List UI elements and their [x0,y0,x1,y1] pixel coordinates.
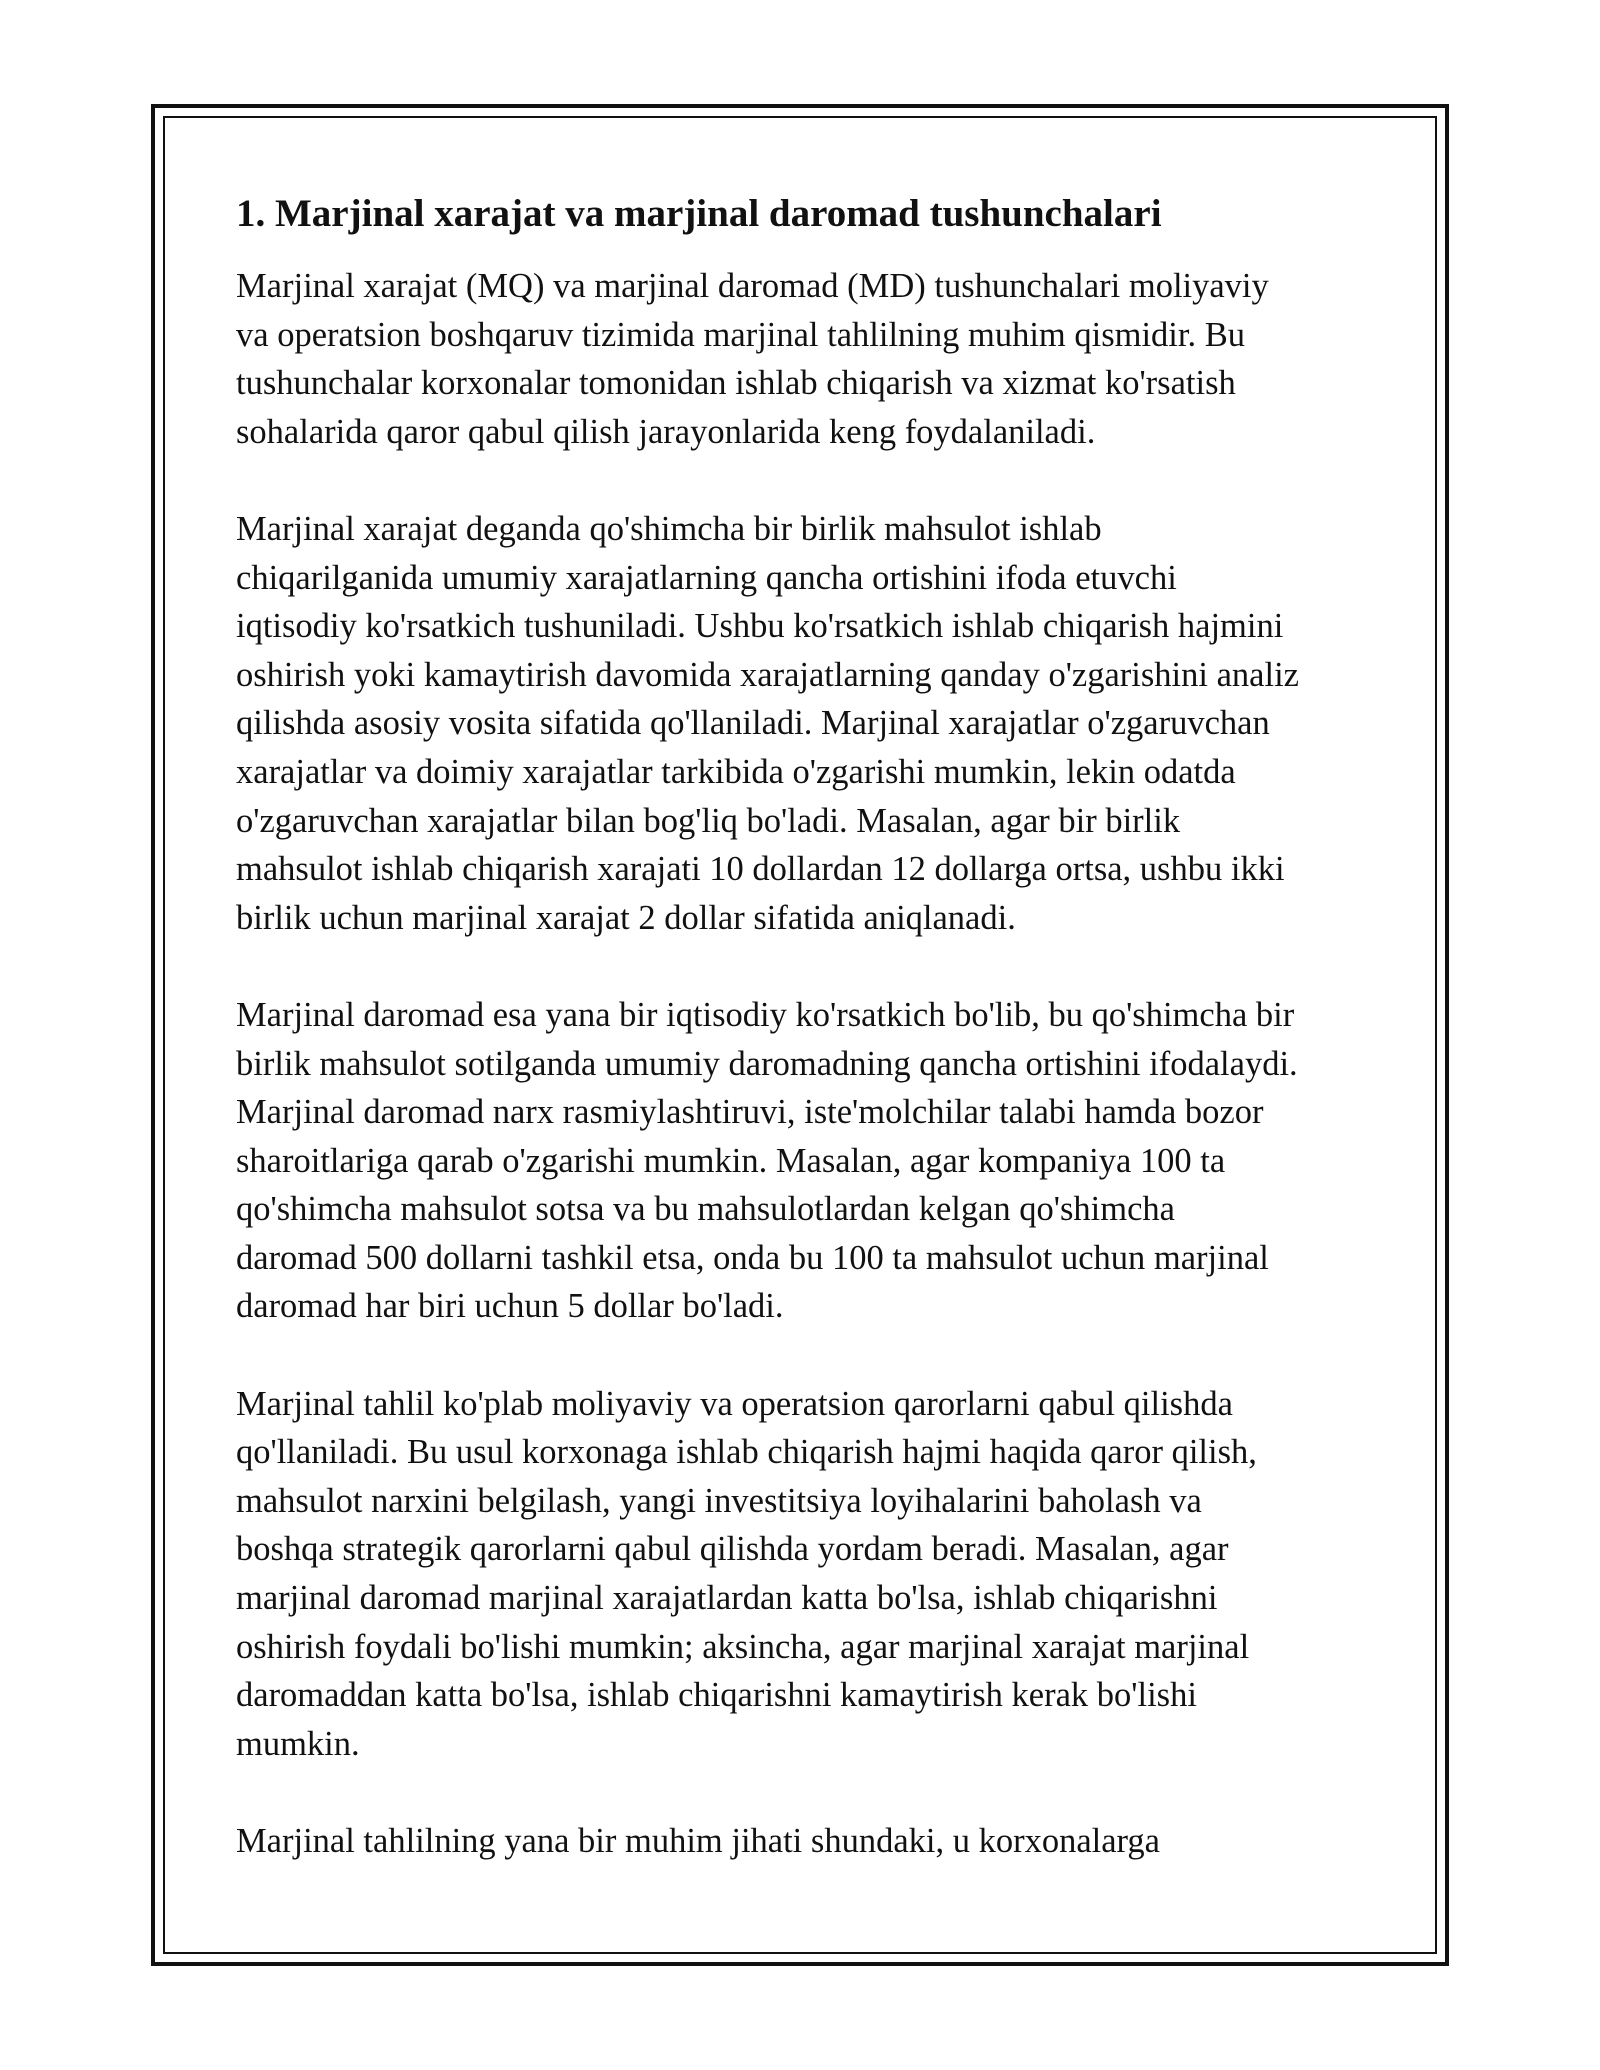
section-heading: 1. Marjinal xarajat va marjinal daromad tushunchalari [236,192,1162,235]
heading-spacer [236,242,1376,262]
paragraph-continuation: Marjinal tahlilning yana bir muhim jihati shundaki, u korxonalarga [236,1822,1160,1860]
document-body [236,186,1376,1866]
paragraph-marginal-analysis: Marjinal tahlil ko'plab moliyaviy va operatsion qarorlarni qabul qilishda qo'llaniladi. Bu usul korxonaga ishlab chiqarish hajmi haqida qaror qilish, mahsulot narxini belgilash, yangi investitsiya loyihalarini baholash va boshqa strategik qarorlarni qabul qilishda yordam beradi. Masalan, agar marjinal daromad marjinal xarajatlardan katta bo'lsa, ishlab chiqarishni oshirish foydali bo'lishi mumkin; aksincha, agar marjinal xarajat marjinal daromaddan katta bo'lsa, ishlab chiqarishni kamaytirish kerak bo'lishi mumkin. [236,1384,1257,1763]
paragraph-marginal-revenue: Marjinal daromad esa yana bir iqtisodiy ko'rsatkich bo'lib, bu qo'shimcha bir birlik mahsulot sotilganda umumiy daromadning qancha ortishini ifodalaydi. Marjinal daromad narx rasmiylashtiruvi, iste'molchilar talabi hamda bozor sharoitlariga qarab o'zgarishi mumkin. Masalan, agar kompaniya 100 ta qo'shimcha mahsulot sotsa va bu mahsulotlardan kelgan qo'shimcha daromad 500 dollarni tashkil etsa, onda bu 100 ta mahsulot uchun marjinal daromad har biri uchun 5 dollar bo'ladi. [236,995,1298,1326]
paragraph-intro: Marjinal xarajat (MQ) va marjinal daromad (MD) tushunchalari moliyaviy va operatsion boshqaruv tizimida marjinal tahlilning muhim qismidir. Bu tushunchalar korxonalar tomonidan ishlab chiqarish va xizmat ko'rsatish sohalarida qaror qabul qilish jarayonlarida keng foydalaniladi. [236,267,1269,451]
paragraph-marginal-cost: Marjinal xarajat deganda qo'shimcha bir birlik mahsulot ishlab chiqarilganida umumiy xarajatlarning qancha ortishini ifoda etuvchi iqtisodiy ko'rsatkich tushuniladi. Ushbu ko'rsatkich ishlab chiqarish hajmini oshirish yoki kamaytirish davomida xarajatlarning qanday o'zgarishini analiz qilishda asosiy vosita sifatida qo'llaniladi. Marjinal xarajatlar o'zgaruvchan xarajatlar va doimiy xarajatlar tarkibida o'zgarishi mumkin, lekin odatda o'zgaruvchan xarajatlar bilan bog'liq bo'ladi. Masalan, agar bir birlik mahsulot ishlab chiqarish xarajati 10 dollardan 12 dollarga ortsa, ushbu ikki birlik uchun marjinal xarajat 2 dollar sifatida aniqlanadi. [236,509,1299,937]
